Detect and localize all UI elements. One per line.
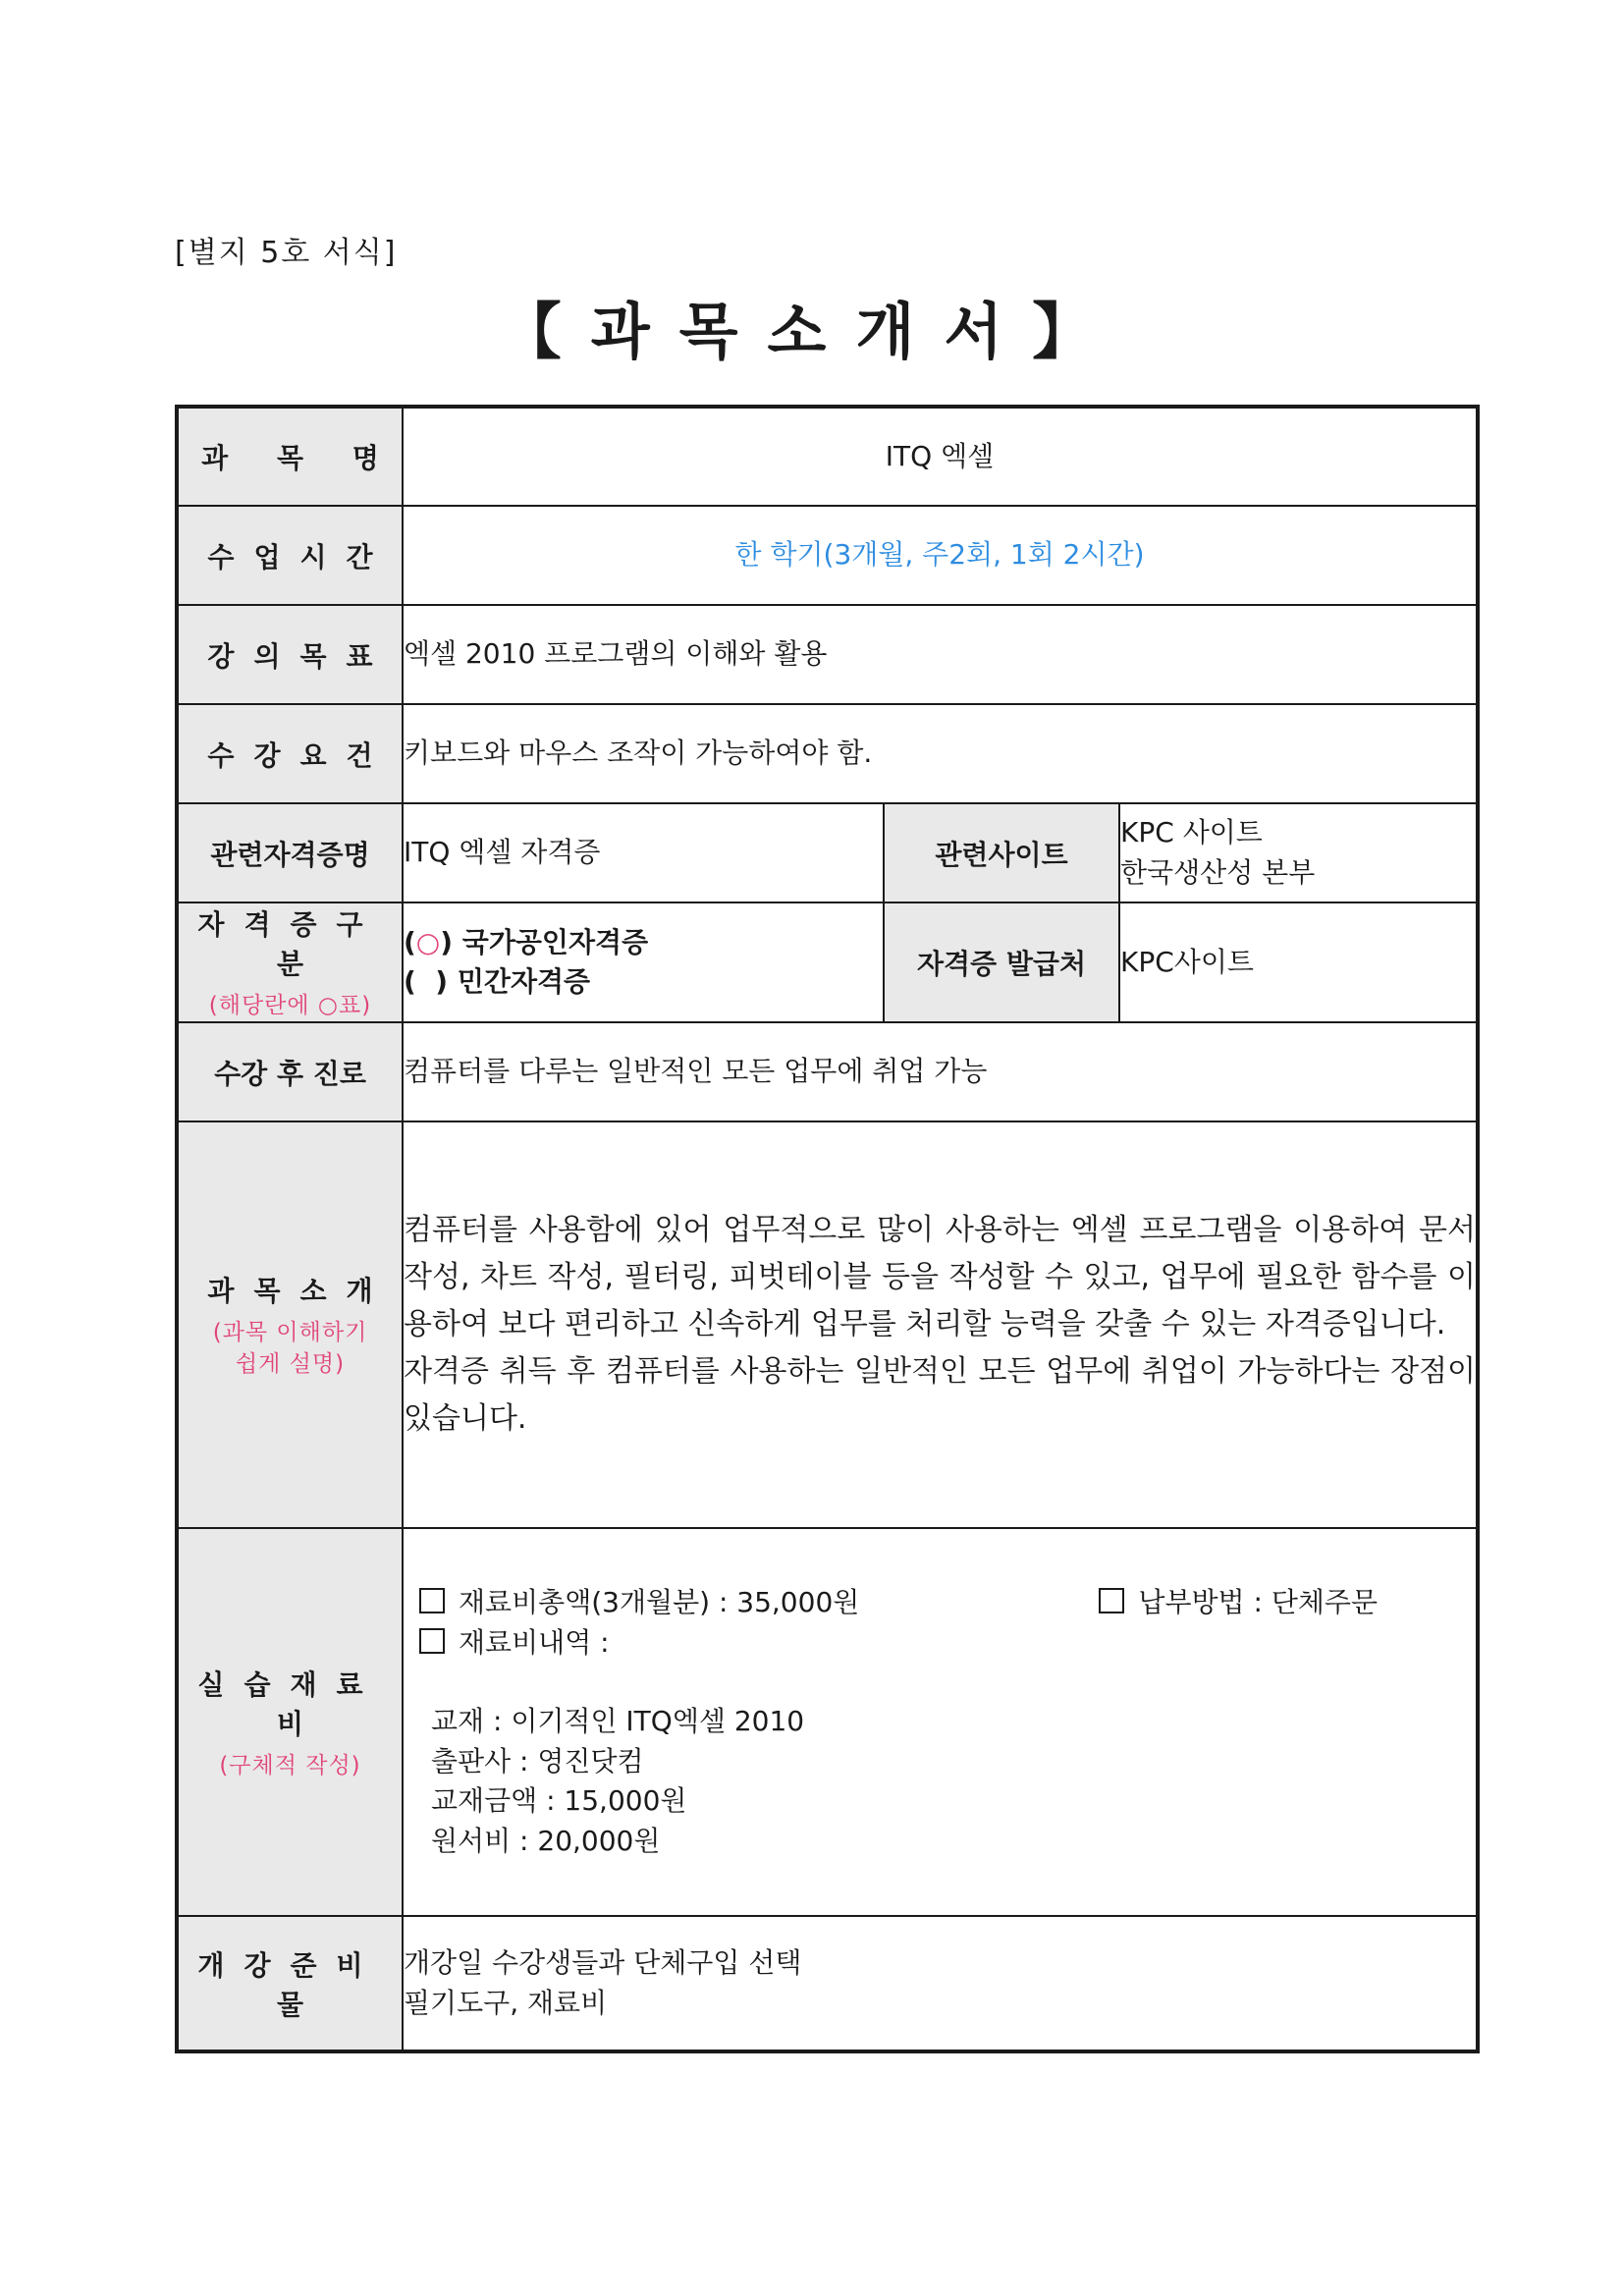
materials-detail-item: 출판사 : 영진닷컴 [431,1744,644,1777]
checkbox-icon [419,1588,445,1613]
hours-label: 수업시간 [177,506,403,605]
intro-text [403,1121,1478,1528]
cert-option-national: (○) 국가공인자격증 [404,925,649,958]
row-career [177,1022,1478,1121]
materials-detail-item: 교재금액 : 15,000원 [431,1784,687,1818]
materials-sub: (구체적 작성) [219,1752,361,1778]
row-goal [177,605,1478,704]
prep-line: 필기도구, 재료비 [404,1986,608,2019]
form-number: [별지 5호 서식] [175,236,398,270]
related-site-value [1119,803,1478,902]
subject-value: ITQ 엑셀 [403,407,1478,506]
document-title: 【과목소개서】 [500,296,1123,367]
checkbox-icon [1099,1588,1124,1613]
row-requirement [177,704,1478,803]
selected-circle-mark: ○ [415,925,441,958]
related-site-label: 관련사이트 [884,803,1119,902]
prep-value [403,1916,1478,2051]
cert-type-sub: (해당란에 ○표) [208,993,372,1018]
goal-label: 강의목표 [177,605,403,704]
course-form-table [175,405,1480,2053]
certificate-value: ITQ 엑셀 자격증 [403,803,884,902]
materials-label: 실습재료비 (구체적 작성) [177,1528,403,1916]
issuer-value: KPC사이트 [1119,902,1478,1022]
intro-paragraph: 컴퓨터를 사용함에 있어 업무적으로 많이 사용하는 엑셀 프로그램을 이용하여 문서작성, 차트 작성, 필터링, 피벗테이블 등을 작성할 수 있고, 업무에 필요한 함수를 이용하여 보다 편리하고 신속하게 업무를 처리할 능력을 갖출 수 있는 자격증입니다. [404,1213,1477,1342]
row-intro [177,1121,1478,1528]
prep-line: 개강일 수강생들과 단체구입 선택 [404,1946,802,1980]
materials-value [403,1528,1478,1916]
goal-value: 엑셀 2010 프로그램의 이해와 활용 [403,605,1478,704]
row-prep [177,1916,1478,2051]
career-value: 컴퓨터를 다루는 일반적인 모든 업무에 취업 가능 [403,1022,1478,1121]
prep-label: 개강준비물 [177,1916,403,2051]
cert-type-options [403,902,884,1022]
cert-option-private: ( ) 민간자격증 [404,965,591,999]
materials-payment: 납부방법 : 단체주문 [1099,1583,1378,1623]
row-subject [177,407,1478,506]
row-materials [177,1528,1478,1916]
cert-type-label: 자격증구분 (해당란에 ○표) [177,902,403,1022]
row-cert-type [177,902,1478,1022]
requirement-label: 수강요건 [177,704,403,803]
intro-label: 과목소개 (과목 이해하기 쉽게 설명) [177,1121,403,1528]
materials-detail-heading: 재료비내역 : [419,1623,1378,1664]
intro-paragraph: 자격증 취득 후 컴퓨터를 사용하는 일반적인 모든 업무에 취업이 가능하다는 장점이 있습니다. [404,1354,1477,1437]
intro-sub: (과목 이해하기 쉽게 설명) [212,1320,368,1378]
materials-detail-item: 교재 : 이기적인 ITQ엑셀 2010 [431,1705,805,1738]
subject-label: 과 목 명 [177,407,403,506]
related-site-line: KPC 사이트 [1120,815,1263,848]
checkbox-icon [419,1628,445,1654]
related-site-line: 한국생산성 본부 [1120,855,1316,889]
career-label: 수강 후 진로 [177,1022,403,1121]
hours-value: 한 학기(3개월, 주2회, 1회 2시간) [403,506,1478,605]
requirement-value: 키보드와 마우스 조작이 가능하여야 함. [403,704,1478,803]
materials-total: 재료비총액(3개월분) : 35,000원 [419,1583,859,1623]
materials-detail-item: 원서비 : 20,000원 [431,1824,661,1857]
row-certificate [177,803,1478,902]
row-hours [177,506,1478,605]
issuer-label: 자격증 발급처 [884,902,1119,1022]
certificate-label: 관련자격증명 [177,803,403,902]
materials-summary [419,1583,1378,1623]
